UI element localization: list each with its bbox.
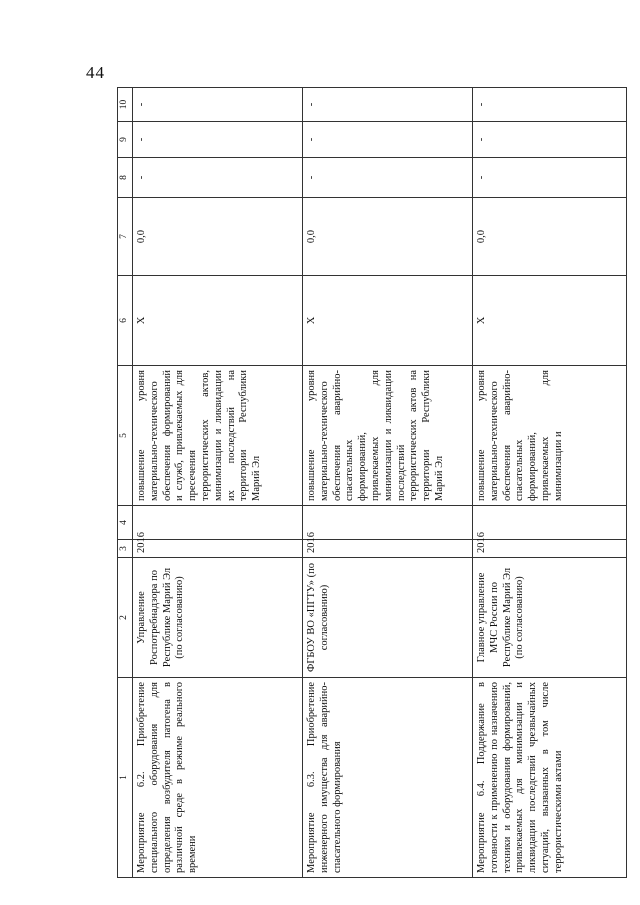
- table-row: [473, 88, 627, 878]
- column-number-row: [118, 88, 133, 878]
- value-cell: -: [473, 158, 627, 198]
- executor-cell: Управление Роспотребнадзора по Республике Марий Эл (по согласованию): [133, 558, 303, 678]
- amount-cell: 0,0: [473, 198, 627, 276]
- column-header: 5: [118, 366, 133, 506]
- empty-cell: [303, 506, 473, 540]
- result-cell: повышение уровня материально-технического обеспечения формирований и служб, привлекаемых для пресечения террористических актов, минимизации и ликвидации их последствий на территории Республики Марий Эл: [133, 366, 303, 506]
- column-header: 10: [118, 88, 133, 122]
- activity-cell: Мероприятие 6.2. Приобретение специального оборудования для определения возбудителя патогена в различной среде в режиме реального времени: [133, 678, 303, 878]
- activity-cell: Мероприятие 6.3. Приобретение инженерного имущества для аварийно-спасательного формирования: [303, 678, 473, 878]
- executor-cell: Главное управление МЧС России по Республике Марий Эл (по согласованию): [473, 558, 627, 678]
- value-cell: -: [303, 158, 473, 198]
- activity-cell: Мероприятие 6.4. Поддержание в готовности к применению по назначению техники и оборудования формирований, привлекаемых для минимизации и ликвидации последствий чрезвычайных ситуаций, вызванных в том числе террористическими актами: [473, 678, 627, 878]
- mark-cell: X: [473, 276, 627, 366]
- value-cell: -: [473, 122, 627, 158]
- executor-cell: ФГБОУ ВО «ПГТУ» (по согласованию): [303, 558, 473, 678]
- year-cell: 2016: [473, 540, 627, 558]
- mark-cell: X: [133, 276, 303, 366]
- column-header: 2: [118, 558, 133, 678]
- value-cell: -: [303, 122, 473, 158]
- column-header: 4: [118, 506, 133, 540]
- amount-cell: 0,0: [303, 198, 473, 276]
- column-header: 1: [118, 678, 133, 878]
- table-row: [133, 88, 303, 878]
- program-activities-table: [117, 87, 627, 878]
- value-cell: -: [133, 158, 303, 198]
- year-cell: 2016: [303, 540, 473, 558]
- column-header: 9: [118, 122, 133, 158]
- mark-cell: X: [303, 276, 473, 366]
- value-cell: -: [133, 88, 303, 122]
- rotated-table-container: [117, 88, 627, 878]
- value-cell: -: [133, 122, 303, 158]
- amount-cell: 0,0: [133, 198, 303, 276]
- column-header: 8: [118, 158, 133, 198]
- value-cell: -: [303, 88, 473, 122]
- column-header: 7: [118, 198, 133, 276]
- column-header: 6: [118, 276, 133, 366]
- empty-cell: [133, 506, 303, 540]
- result-cell: повышение уровня материально-технического обеспечения аварийно-спасательных формирований, привлекаемых для минимизации и: [473, 366, 627, 506]
- column-header: 3: [118, 540, 133, 558]
- year-cell: 2016: [133, 540, 303, 558]
- empty-cell: [473, 506, 627, 540]
- value-cell: -: [473, 88, 627, 122]
- table-row: [303, 88, 473, 878]
- page-number: 44: [86, 63, 105, 82]
- result-cell: повышение уровня материально-технического обеспечения аварийно-спасательных формирований, привлекаемых для минимизации и ликвидации последствий террористических актов на территории Республики Марий Эл: [303, 366, 473, 506]
